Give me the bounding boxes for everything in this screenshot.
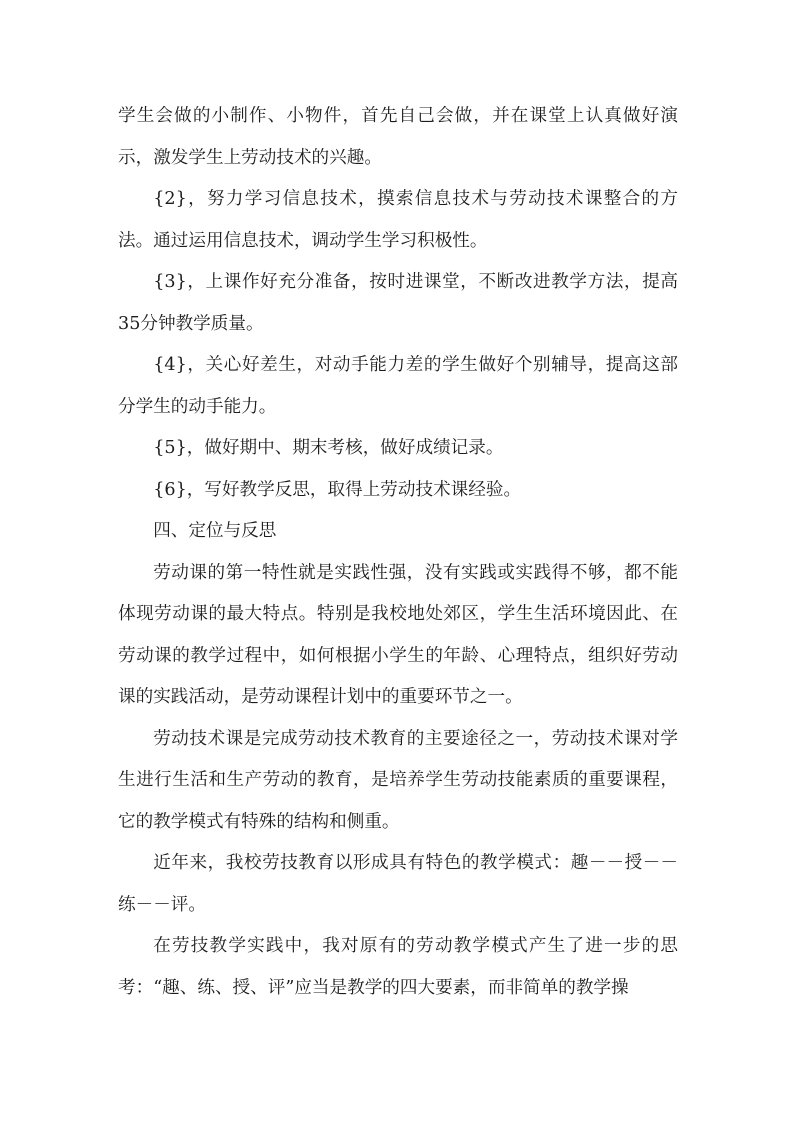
paragraph-item-3: {3}，上课作好充分准备，按时进课堂，不断改进教学方法，提高35分钟教学质量。 — [118, 272, 678, 334]
document-body — [118, 96, 678, 1009]
section-heading: 四、定位与反思 — [153, 521, 277, 541]
paragraph-item-4: {4}，关心好差生，对动手能力差的学生做好个别辅导，提高这部分学生的动手能力。 — [118, 355, 678, 417]
paragraph-continuation: 学生会做的小制作、小物件，首先自己会做，并在课堂上认真做好演示，激发学生上劳动技术的兴趣。 — [118, 106, 678, 168]
paragraph-item-5: {5}，做好期中、期末考核，做好成绩记录。 — [153, 438, 504, 458]
paragraph-teaching-model: 近年来，我校劳技教育以形成具有特色的教学模式：趣－－授－－练－－评。 — [118, 853, 678, 915]
paragraph-reflection: 在劳技教学实践中，我对原有的劳动教学模式产生了进一步的思考：“趣、练、授、评”应当是教学的四大要素，而非简单的教学操 — [118, 936, 678, 998]
paragraph-course-role: 劳动技术课是完成劳动技术教育的主要途径之一，劳动技术课对学生进行生活和生产劳动的教育，是培养学生劳动技能素质的重要课程，它的教学模式有特殊的结构和侧重。 — [118, 728, 678, 832]
paragraph-item-6: {6}，写好教学反思，取得上劳动技术课经验。 — [153, 479, 522, 500]
paragraph-practice: 劳动课的第一特性就是实践性强，没有实践或实践得不够，都不能体现劳动课的最大特点。特别是我校地处郊区，学生生活环境因此、在劳动课的教学过程中，如何根据小学生的年龄、心理特点，组织好劳动课的实践活动，是劳动课程计划中的重要环节之一。 — [118, 562, 678, 707]
paragraph-item-2: {2}，努力学习信息技术，摸索信息技术与劳动技术课整合的方法。通过运用信息技术，调动学生学习积极性。 — [118, 189, 678, 251]
